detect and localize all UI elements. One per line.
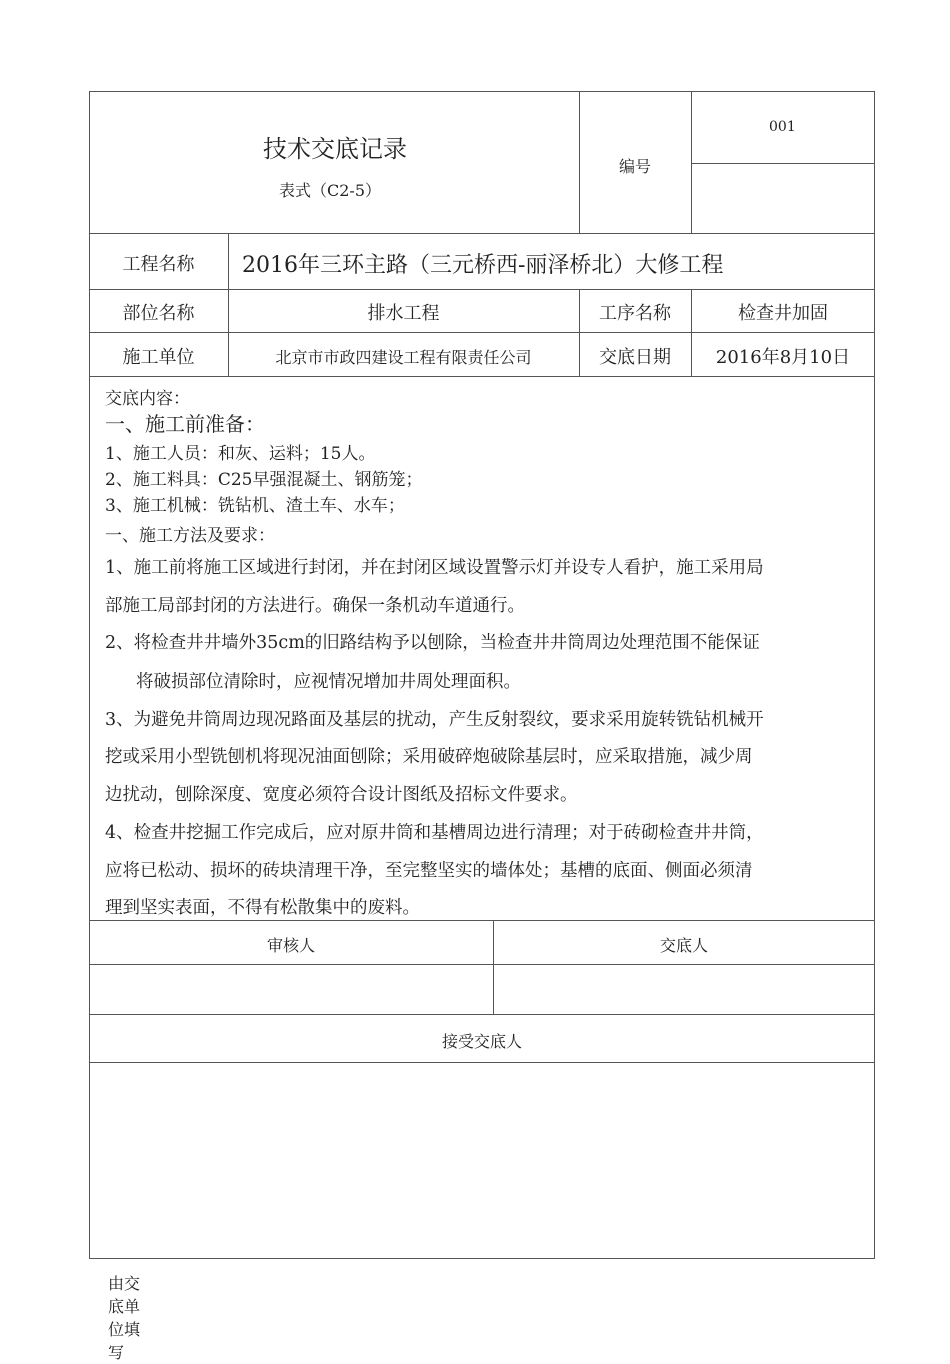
page-title: 技术交底记录	[263, 135, 407, 163]
content-line: 边扰动，刨除深度、宽度必须符合设计图纸及招标文件要求。	[105, 785, 578, 805]
part-name: 排水工程	[367, 303, 440, 324]
project-name: 2016年三环主路（三元桥西-丽泽桥北）大修工程	[242, 253, 724, 278]
footer-note: 由交底单位填写	[108, 1274, 141, 1362]
contractor-label: 施工单位	[122, 347, 195, 368]
date-label: 交底日期	[599, 347, 671, 368]
divider	[89, 332, 875, 333]
divider	[89, 233, 875, 234]
receiver-label: 接受交底人	[441, 1032, 522, 1051]
number-value: 001	[769, 119, 796, 135]
divider	[89, 376, 875, 377]
contractor: 北京市市政四建设工程有限责任公司	[275, 348, 532, 367]
content-line: 将破损部位清除时，应视情况增加井周处理面积。	[136, 672, 521, 692]
reviewer-label: 审核人	[266, 936, 315, 955]
form-code: 表式（C2-5）	[278, 181, 381, 200]
divider	[691, 163, 875, 164]
process-name-label: 工序名称	[599, 303, 671, 324]
list-item: 3、施工机械：铣钻机、渣土车、水车；	[105, 496, 405, 516]
section-title: 一、施工前准备：	[105, 412, 265, 436]
divider	[89, 1062, 875, 1063]
content-line: 部施工局部封闭的方法进行。确保一条机动车道通行。	[105, 596, 525, 616]
content-label: 交底内容：	[105, 389, 190, 409]
divider	[691, 91, 692, 233]
divider	[89, 920, 875, 921]
section-title: 一、施工方法及要求：	[105, 526, 275, 546]
number-label: 编号	[618, 157, 651, 176]
divider	[89, 1014, 875, 1015]
discloser-label: 交底人	[659, 936, 708, 955]
divider	[89, 289, 875, 290]
list-item: 1、施工人员：和灰、运料；15人。	[105, 444, 376, 464]
content-line: 应将已松动、损坏的砖块清理干净，至完整坚实的墙体处；基槽的底面、侧面必须清	[105, 861, 753, 881]
content-line: 3、为避免井筒周边现况路面及基层的扰动，产生反射裂纹，要求采用旋转铣钻机械开	[105, 710, 764, 730]
content-line: 1、施工前将施工区域进行封闭，并在封闭区域设置警示灯并设专人看护，施工采用局	[105, 558, 764, 578]
process-name: 检查井加固	[738, 303, 828, 324]
content-line: 理到坚实表面，不得有松散集中的废料。	[105, 898, 420, 918]
divider	[89, 964, 875, 965]
content-line: 4、检查井挖掘工作完成后，应对原井筒和基槽周边进行清理；对于砖砌检查井井筒，	[105, 823, 764, 843]
content-line: 挖或采用小型铣刨机将现况油面刨除；采用破碎炮破除基层时，应采取措施，减少周	[105, 747, 753, 767]
list-item: 2、施工料具：C25早强混凝土、钢筋笼；	[105, 470, 423, 490]
disclosure-date: 2016年8月10日	[715, 347, 851, 368]
project-name-label: 工程名称	[122, 254, 195, 275]
part-name-label: 部位名称	[122, 303, 195, 324]
content-line: 2、将检查井井墙外35cm的旧路结构予以刨除，当检查井井筒周边处理范围不能保证	[105, 633, 760, 653]
